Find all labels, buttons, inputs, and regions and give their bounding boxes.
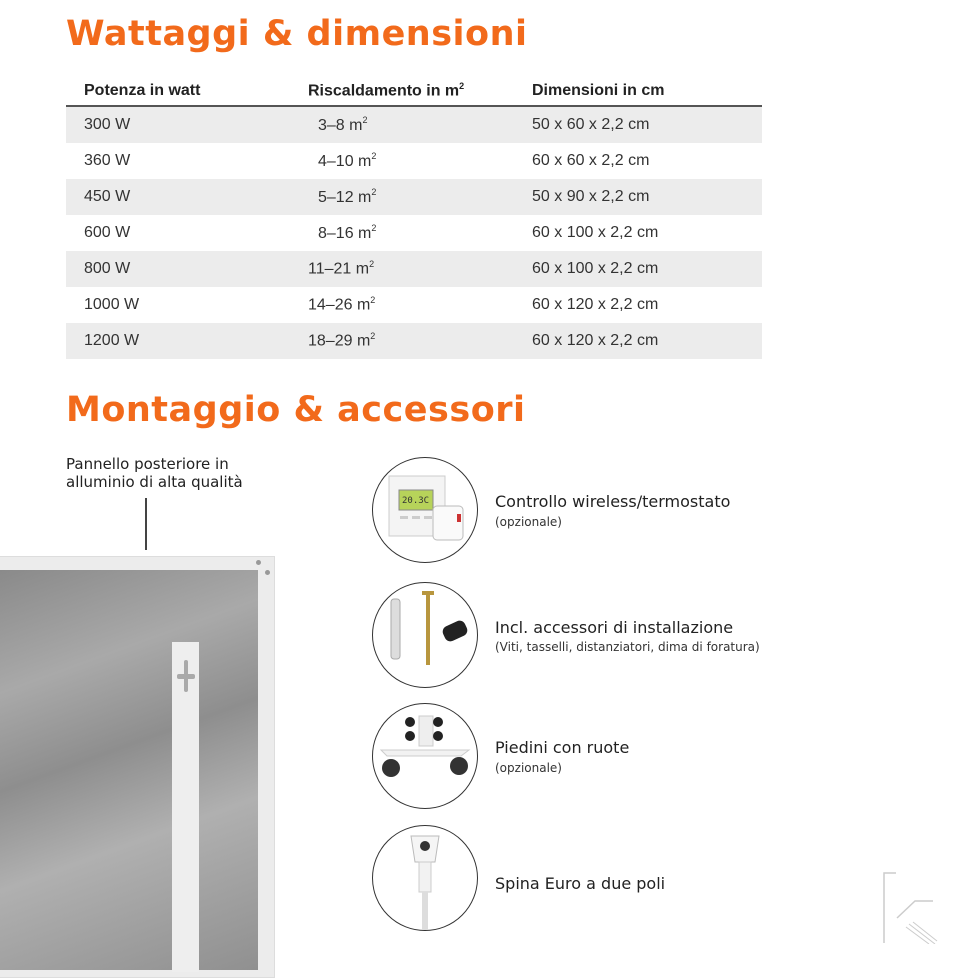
accessory-subtitle: (opzionale)	[495, 761, 562, 775]
plug-icon	[372, 825, 478, 931]
header-area-label: Riscaldamento in m	[308, 82, 460, 100]
accessory-title: Incl. accessori di installazione	[495, 618, 734, 637]
cell-power: 600 W	[84, 224, 131, 241]
cell-power: 450 W	[66, 179, 290, 215]
accessory-title: Spina Euro a due poli	[495, 874, 666, 893]
cell-dims: 60 x 60 x 2,2 cm	[532, 152, 650, 169]
table-row	[66, 323, 762, 359]
cell-area	[290, 215, 514, 251]
cell-area	[290, 251, 514, 287]
section-title-mounting: Montaggio & accessori	[66, 390, 526, 430]
cell-area	[290, 287, 514, 323]
accessory-subtitle: (Viti, tasselli, distanziatori, dima di foratura)	[495, 640, 760, 654]
accessory-title: Piedini con ruote	[495, 738, 630, 757]
cell-power: 1000 W	[84, 296, 140, 313]
panel-label-line2: alluminio di alta qualità	[66, 473, 243, 491]
cell-area-value: 11–21 m	[308, 260, 370, 278]
cell-dims: 60 x 120 x 2,2 cm	[532, 296, 659, 313]
leader-line	[145, 498, 147, 550]
cell-dims: 50 x 60 x 2,2 cm	[514, 106, 762, 143]
accessory-title: Controllo wireless/termostato	[495, 492, 731, 511]
unit-sup: 2	[371, 151, 377, 162]
brand-logo-icon	[883, 872, 938, 944]
header-sup: 2	[459, 80, 465, 91]
table-row	[66, 215, 762, 251]
aluminium-back-panel	[0, 570, 258, 970]
cell-area-value: 8–16 m	[318, 224, 372, 242]
thermostat-display: 20.3C	[402, 496, 430, 506]
cell-area-value: 4–10 m	[318, 152, 372, 170]
cell-power: 1200 W	[66, 323, 290, 359]
section-title-wattage: Wattaggi & dimensioni	[66, 14, 528, 54]
unit-sup: 2	[370, 295, 376, 306]
cell-area-value: 14–26 m	[308, 296, 371, 314]
cell-area-value: 3–8 m	[318, 116, 363, 134]
unit-sup: 2	[362, 115, 368, 126]
screws-icon	[372, 582, 478, 688]
unit-sup: 2	[371, 223, 377, 234]
cell-dims: 60 x 100 x 2,2 cm	[532, 224, 659, 241]
accessory-subtitle: (opzionale)	[495, 515, 562, 529]
header-dims-label: Dimensioni in cm	[532, 81, 665, 99]
cell-area	[290, 106, 514, 143]
cell-dims: 60 x 120 x 2,2 cm	[514, 323, 762, 359]
header-dims	[514, 76, 762, 106]
cell-area-value: 5–12 m	[318, 188, 372, 206]
cell-power: 300 W	[66, 106, 290, 143]
table-row	[66, 106, 762, 143]
table-header	[66, 76, 762, 106]
screw-icon	[256, 560, 261, 565]
panel-label-line1: Pannello posteriore in	[66, 455, 229, 473]
cell-dims: 50 x 90 x 2,2 cm	[514, 179, 762, 215]
table-row	[66, 143, 762, 179]
cell-power: 360 W	[84, 152, 131, 169]
header-power	[66, 76, 290, 106]
cell-power: 800 W	[66, 251, 290, 287]
keyhole-slot-icon-h	[177, 674, 195, 679]
cell-area	[290, 143, 514, 179]
wheels-icon	[372, 703, 478, 809]
cell-area-value: 18–29 m	[308, 332, 371, 350]
cell-dims: 60 x 100 x 2,2 cm	[514, 251, 762, 287]
unit-sup: 2	[370, 331, 376, 342]
specs-table	[66, 76, 762, 359]
table-row	[66, 287, 762, 323]
unit-sup: 2	[371, 187, 377, 198]
header-power-label: Potenza in watt	[84, 81, 201, 99]
cell-area	[290, 179, 514, 215]
unit-sup: 2	[369, 259, 375, 270]
table-row	[66, 251, 762, 287]
panel-label	[66, 455, 243, 491]
header-area	[290, 76, 514, 106]
thermostat-icon	[372, 457, 478, 563]
table-row	[66, 179, 762, 215]
cell-area	[290, 323, 514, 359]
screw-icon	[265, 570, 270, 575]
